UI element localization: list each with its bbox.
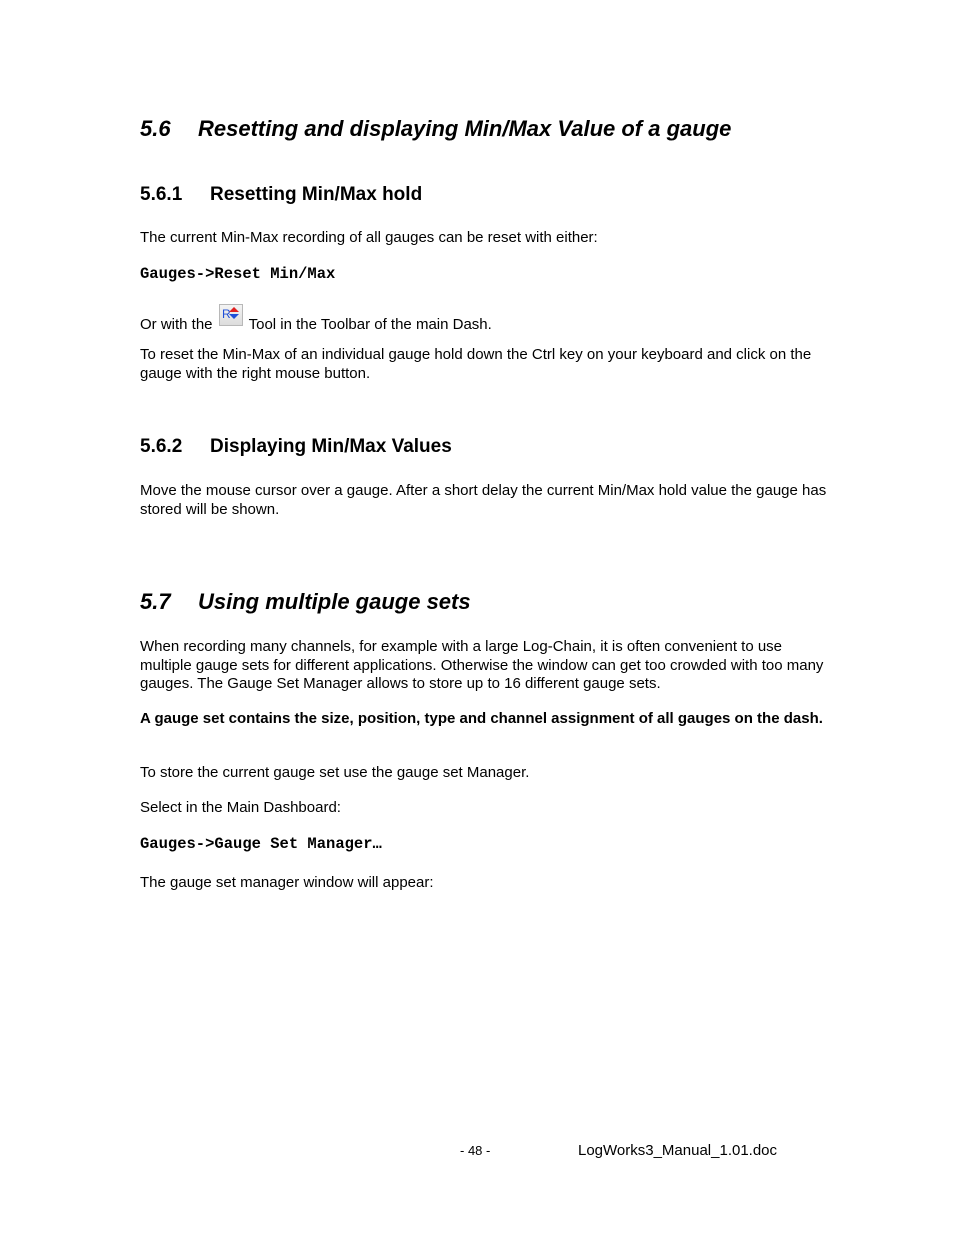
heading-text: Using multiple gauge sets [198, 589, 471, 614]
toolbar-suffix: Tool in the Toolbar of the main Dash. [248, 316, 492, 333]
individual-reset-paragraph: To reset the Min-Max of an individual gauge hold down the Ctrl key on your keyboard and click on the gauge with the right mouse button. [140, 346, 812, 382]
gauge-sets-intro-paragraph: When recording many channels, for example with a large Log-Chain, it is often convenient to use multiple gauge sets for different applications. Otherwise the window can get too crowded with too many gauges. The Gauge Set Manager allows to store up to 16 different gauge sets. [140, 638, 824, 692]
display-minmax-paragraph: Move the mouse cursor over a gauge. After a short delay the current Min/Max hold value the gauge has stored will be shown. [140, 482, 827, 518]
svg-text:R: R [221, 307, 231, 321]
reset-menu-path: Gauges->Reset Min/Max [140, 265, 336, 283]
heading-text: Resetting and displaying Min/Max Value of a gauge [198, 116, 732, 141]
heading-5-6 [140, 116, 731, 142]
appear-paragraph: The gauge set manager window will appear: [140, 874, 434, 891]
footer-filename: LogWorks3_Manual_1.01.doc [578, 1142, 778, 1159]
heading-5-7 [140, 589, 471, 615]
gauge-set-manager-menu-path: Gauges->Gauge Set Manager… [140, 835, 382, 853]
toolbar-prefix: Or with the [140, 316, 213, 333]
heading-number: 5.7 [140, 589, 171, 614]
heading-5-6-1 [140, 184, 422, 206]
heading-text: Resetting Min/Max hold [210, 184, 423, 205]
store-paragraph: To store the current gauge set use the gauge set Manager. [140, 764, 530, 781]
heading-number: 5.6 [140, 116, 171, 141]
heading-number: 5.6.1 [140, 184, 183, 205]
gauge-set-note: A gauge set contains the size, position, type and channel assignment of all gauges on the dash. [140, 710, 823, 727]
reset-min-max-icon [219, 304, 243, 326]
select-paragraph: Select in the Main Dashboard: [140, 799, 341, 816]
toolbar-paragraph [140, 307, 830, 335]
heading-text: Displaying Min/Max Values [210, 436, 452, 457]
heading-5-6-2 [140, 436, 452, 458]
heading-number: 5.6.2 [140, 436, 183, 457]
page-number: - 48 - [460, 1143, 491, 1158]
reset-intro-paragraph: The current Min-Max recording of all gauges can be reset with either: [140, 229, 598, 246]
